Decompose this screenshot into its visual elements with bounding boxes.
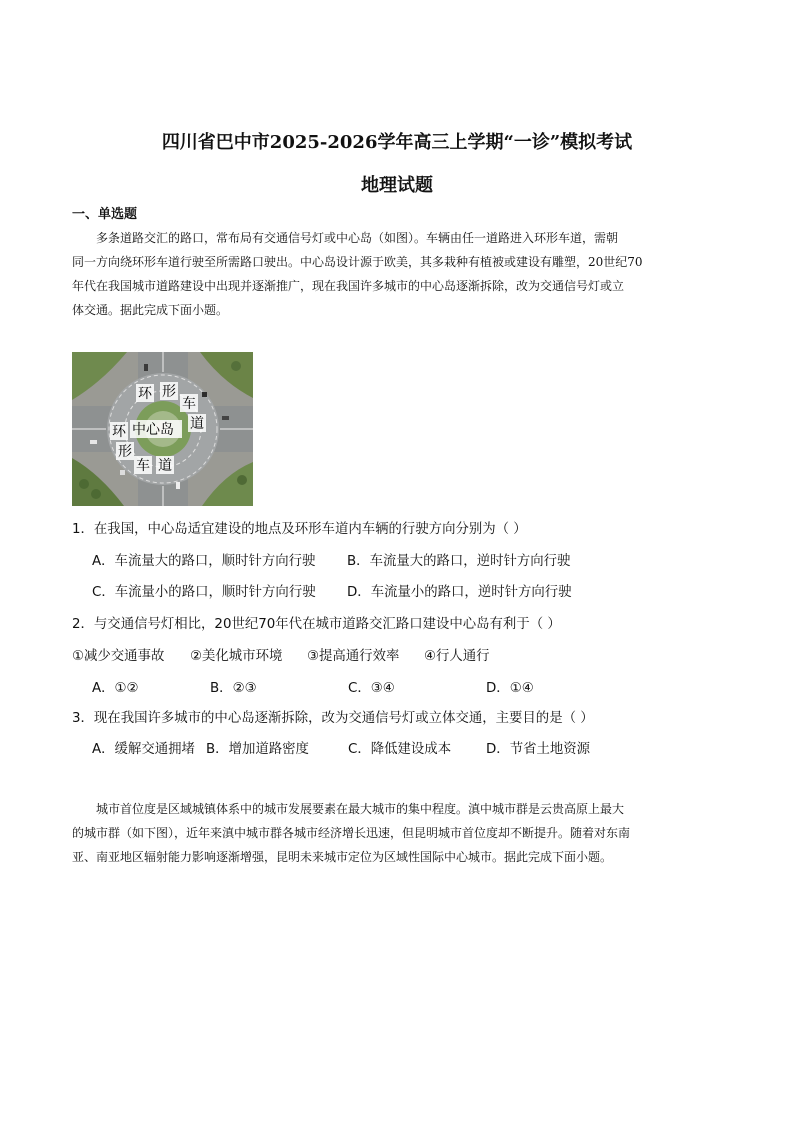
question-2-item-4: ④行人通行	[424, 649, 490, 664]
figure-label: 道	[190, 416, 204, 432]
question-2-option-c: C．③④	[348, 681, 395, 696]
question-1-option-a: A．车流量大的路口，顺时针方向行驶	[92, 554, 316, 569]
question-1-option-d: D．车流量小的路口，逆时针方向行驶	[347, 585, 572, 600]
figure-label-center: 中心岛	[132, 422, 174, 438]
question-1-stem: 1．在我国，中心岛适宜建设的地点及环形车道内车辆的行驶方向分别为（ ）	[72, 522, 527, 537]
figure-label: 车	[182, 396, 196, 412]
passage1-line: 年代在我国城市道路建设中出现并逐渐推广，现在我国许多城市的中心岛逐渐拆除，改为交通信号灯或立	[72, 279, 625, 293]
passage1	[72, 226, 722, 322]
figure-label: 形	[118, 444, 132, 460]
section-heading: 一、单选题	[72, 207, 138, 222]
question-3-option-c: C．降低建设成本	[348, 742, 452, 757]
figure-label: 环	[138, 386, 152, 402]
exam-title: 四川省巴中市2025-2026学年高三上学期“一诊”模拟考试	[161, 132, 633, 153]
question-3-option-d: D．节省土地资源	[486, 742, 591, 757]
question-3-stem: 3．现在我国许多城市的中心岛逐渐拆除，改为交通信号灯或立体交通，主要目的是（ ）	[72, 711, 594, 726]
figure-label: 车	[136, 458, 150, 474]
question-2-item-2: ②美化城市环境	[190, 649, 283, 664]
passage1-line: 多条道路交汇的路口，常布局有交通信号灯或中心岛（如图）。车辆由任一道路进入环形车道，需朝	[96, 231, 619, 245]
roundabout-photo	[72, 352, 253, 506]
question-2-option-a: A．①②	[92, 681, 139, 696]
passage2-line: 城市首位度是区域城镇体系中的城市发展要素在最大城市的集中程度。滇中城市群是云贵高原上最大	[96, 802, 625, 816]
question-3-option-a: A．缓解交通拥堵	[92, 742, 195, 757]
passage2	[72, 797, 722, 869]
question-2-item-1: ①减少交通事故	[72, 649, 165, 664]
exam-subtitle: 地理试题	[361, 175, 433, 196]
passage2-line: 的城市群（如下图），近年来滇中城市群各城市经济增长迅速，但昆明城市首位度却不断提升。随着对东南	[72, 826, 631, 840]
question-1-option-b: B．车流量大的路口，逆时针方向行驶	[347, 554, 571, 569]
question-3-option-b: B．增加道路密度	[206, 742, 309, 757]
figure-label: 环	[112, 424, 126, 440]
passage1-line: 同一方向绕环形车道行驶至所需路口驶出。中心岛设计源于欧美，其多栽种有植被或建设有雕塑，20世纪70	[72, 255, 643, 269]
passage2-line: 亚、南亚地区辐射能力影响逐渐增强，昆明未来城市定位为区域性国际中心城市。据此完成下面小题。	[72, 850, 613, 864]
question-2-item-3: ③提高通行效率	[307, 649, 400, 664]
figure-label: 道	[158, 458, 172, 474]
passage1-line: 体交通。据此完成下面小题。	[72, 303, 229, 317]
question-2-option-b: B．②③	[210, 681, 257, 696]
question-2-stem: 2．与交通信号灯相比，20世纪70年代在城市道路交汇路口建设中心岛有利于（ ）	[72, 617, 561, 632]
figure-label: 形	[162, 384, 176, 400]
question-1-option-c: C．车流量小的路口，顺时针方向行驶	[92, 585, 316, 600]
question-2-option-d: D．①④	[486, 681, 534, 696]
